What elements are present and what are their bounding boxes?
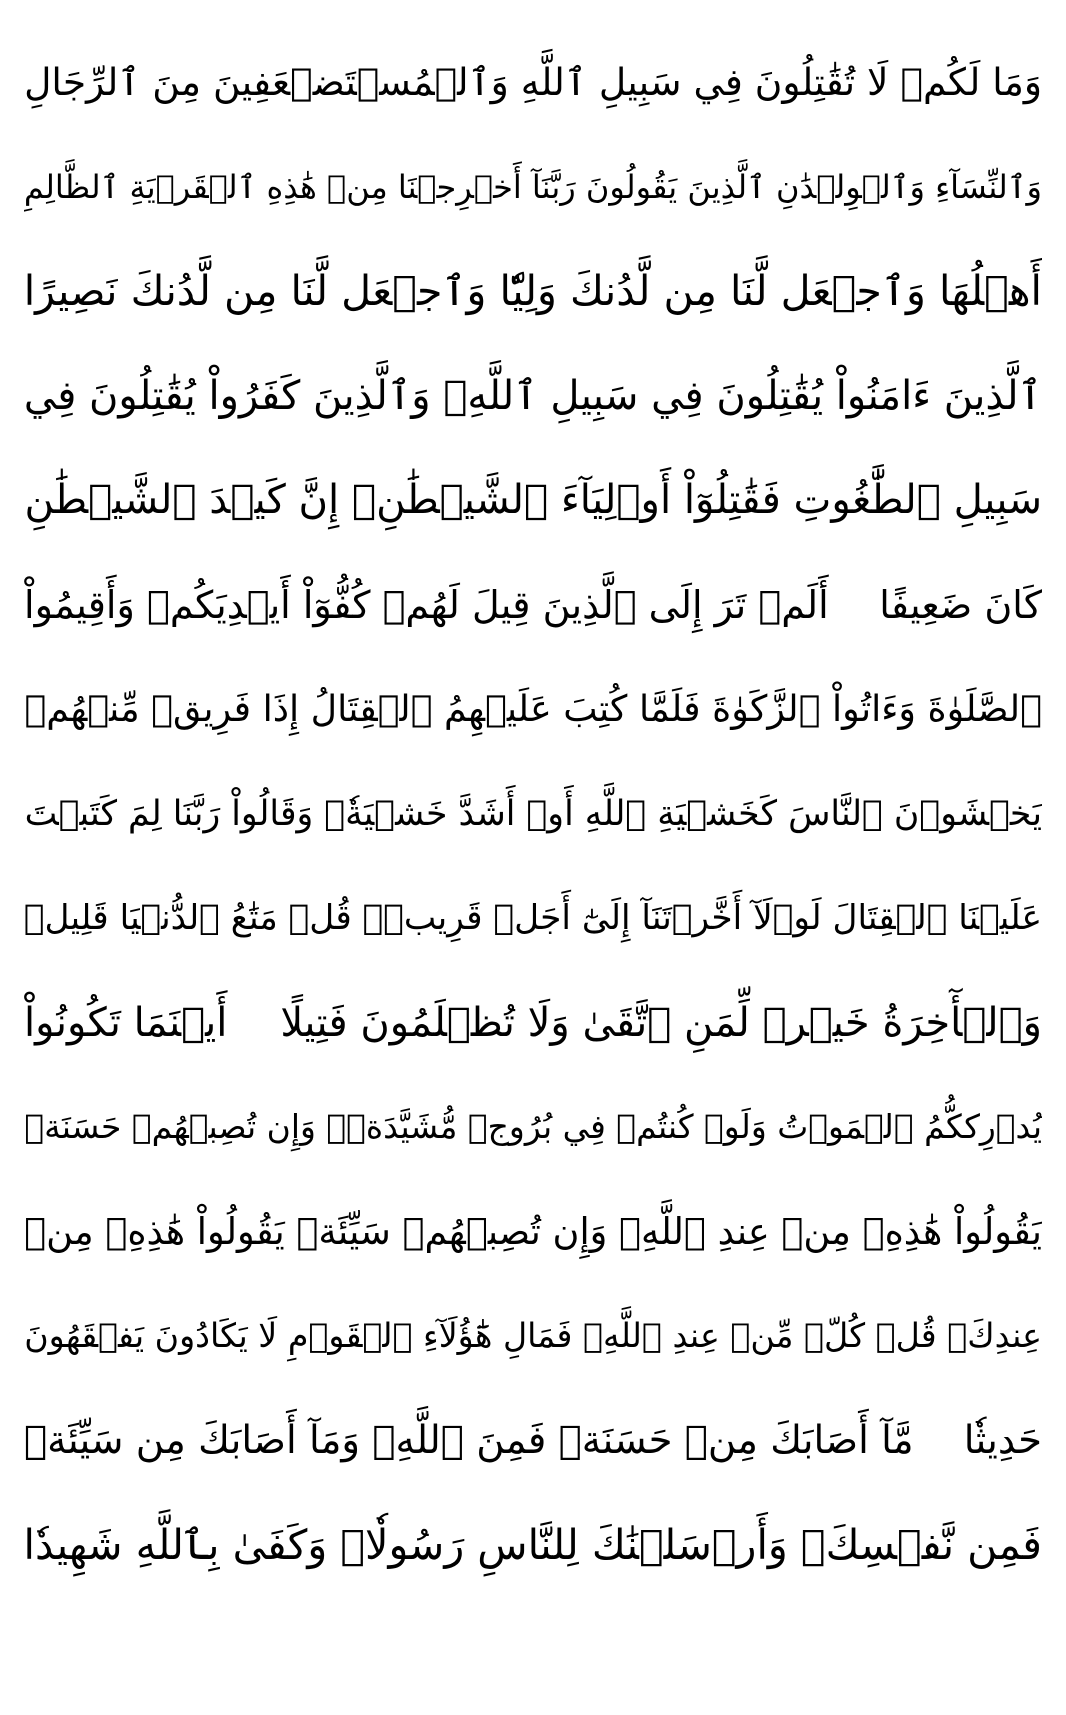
verse-start-segment: أَلَمۡ تَرَ إِلَى ٱلَّذِينَ قِيلَ لَهُمۡ كُفُّوٓاْ أَيۡدِيَكُمۡ وَأَقِيمُواْ xyxy=(24,582,829,627)
text-line-10 xyxy=(24,971,1042,1076)
verse-text: عَلَيۡنَا ٱلۡقِتَالَ لَوۡلَآ أَخَّرۡتَنَآ إِلَىٰٓ أَجَلٖ قَرِيبٖۗ قُلۡ مَتَٰعُ ٱلدُّنۡيَا قَلِيلٞ xyxy=(24,898,1042,938)
text-line-8 xyxy=(24,762,1042,867)
text-line-7 xyxy=(24,657,1042,762)
verse-text: أَهۡلُهَا وَٱجۡعَل لَّنَا مِن لَّدُنكَ وَلِيّٗا وَٱجۡعَل لَّنَا مِن لَّدُنكَ نَصِيرًا xyxy=(24,267,1042,315)
text-line-15 xyxy=(24,1493,1042,1598)
verse-end-segment: كَانَ ضَعِيفًا xyxy=(879,582,1042,627)
verse-text: وَٱلنِّسَآءِ وَٱلۡوِلۡدَٰنِ ٱلَّذِينَ يَقُولُونَ رَبَّنَآ أَخۡرِجۡنَا مِنۡ هَٰذِهِ ٱلۡقَرۡيَةِ ٱلظَّالِمِ xyxy=(24,167,1042,206)
text-line-3 xyxy=(24,239,1042,344)
text-line-9 xyxy=(24,866,1042,971)
verse-text: يَقُولُواْ هَٰذِهِۦ مِنۡ عِندِ ٱللَّهِۖ وَإِن تُصِبۡهُمۡ سَيِّئَةٞ يَقُولُواْ هَٰذِهِۦ مِنۡ xyxy=(24,1209,1042,1253)
verse-text: يَخۡشَوۡنَ ٱلنَّاسَ كَخَشۡيَةِ ٱللَّهِ أَوۡ أَشَدَّ خَشۡيَةٗۚ وَقَالُواْ رَبَّنَا لِمَ كَتَبۡتَ xyxy=(24,793,1042,834)
verse-text: ٱلَّذِينَ ءَامَنُواْ يُقَٰتِلُونَ فِي سَبِيلِ ٱللَّهِۖ وَٱلَّذِينَ كَفَرُواْ يُقَٰتِلُونَ فِي xyxy=(24,372,1042,419)
text-line-12 xyxy=(24,1180,1042,1285)
verse-text: ٱلصَّلَوٰةَ وَءَاتُواْ ٱلزَّكَوٰةَ فَلَمَّا كُتِبَ عَلَيۡهِمُ ٱلۡقِتَالُ إِذَا فَرِيقٞ مِّنۡهُمۡ xyxy=(24,687,1042,730)
verse-end-segment: حَدِيثٗا xyxy=(963,1417,1042,1463)
text-line-13 xyxy=(24,1284,1042,1389)
text-line-5 xyxy=(24,448,1042,553)
text-line-2 xyxy=(24,135,1042,240)
verse-text: يُدۡرِككُّمُ ٱلۡمَوۡتُ وَلَوۡ كُنتُمۡ فِي بُرُوجٖ مُّشَيَّدَةٖۗ وَإِن تُصِبۡهُمۡ حَسَنَةٞ xyxy=(24,1107,1042,1146)
verse-text: عِندِكَۚ قُلۡ كُلّٞ مِّنۡ عِندِ ٱللَّهِۖ فَمَالِ هَٰٓؤُلَآءِ ٱلۡقَوۡمِ لَا يَكَادُونَ يَفۡقَهُونَ xyxy=(24,1316,1042,1355)
text-line-1 xyxy=(24,30,1042,135)
verse-end-segment: وَٱلۡأٓخِرَةُ خَيۡرٞ لِّمَنِ ٱتَّقَىٰ وَلَا تُظۡلَمُونَ فَتِيلًا xyxy=(280,999,1042,1046)
verse-start-segment: أَيۡنَمَا تَكُونُواْ xyxy=(24,999,228,1046)
verse-text: فَمِن نَّفۡسِكَۚ وَأَرۡسَلۡنَٰكَ لِلنَّاسِ رَسُولٗاۚ وَكَفَىٰ بِٱللَّهِ شَهِيدٗا xyxy=(24,1521,1042,1569)
text-line-14 xyxy=(24,1389,1042,1494)
verse-text: سَبِيلِ ٱلطَّٰغُوتِ فَقَٰتِلُوٓاْ أَوۡلِيَآءَ ٱلشَّيۡطَٰنِۖ إِنَّ كَيۡدَ ٱلشَّيۡطَٰنِ xyxy=(24,477,1042,523)
verse-start-segment: مَّآ أَصَابَكَ مِنۡ حَسَنَةٖ فَمِنَ ٱللَّهِۖ وَمَآ أَصَابَكَ مِن سَيِّئَةٖ xyxy=(24,1417,914,1463)
text-line-4 xyxy=(24,344,1042,449)
verse-text: وَمَا لَكُمۡ لَا تُقَٰتِلُونَ فِي سَبِيلِ ٱللَّهِ وَٱلۡمُسۡتَضۡعَفِينَ مِنَ ٱلرِّجَالِ xyxy=(24,60,1042,104)
text-line-6 xyxy=(24,553,1042,658)
text-line-11 xyxy=(24,1075,1042,1180)
